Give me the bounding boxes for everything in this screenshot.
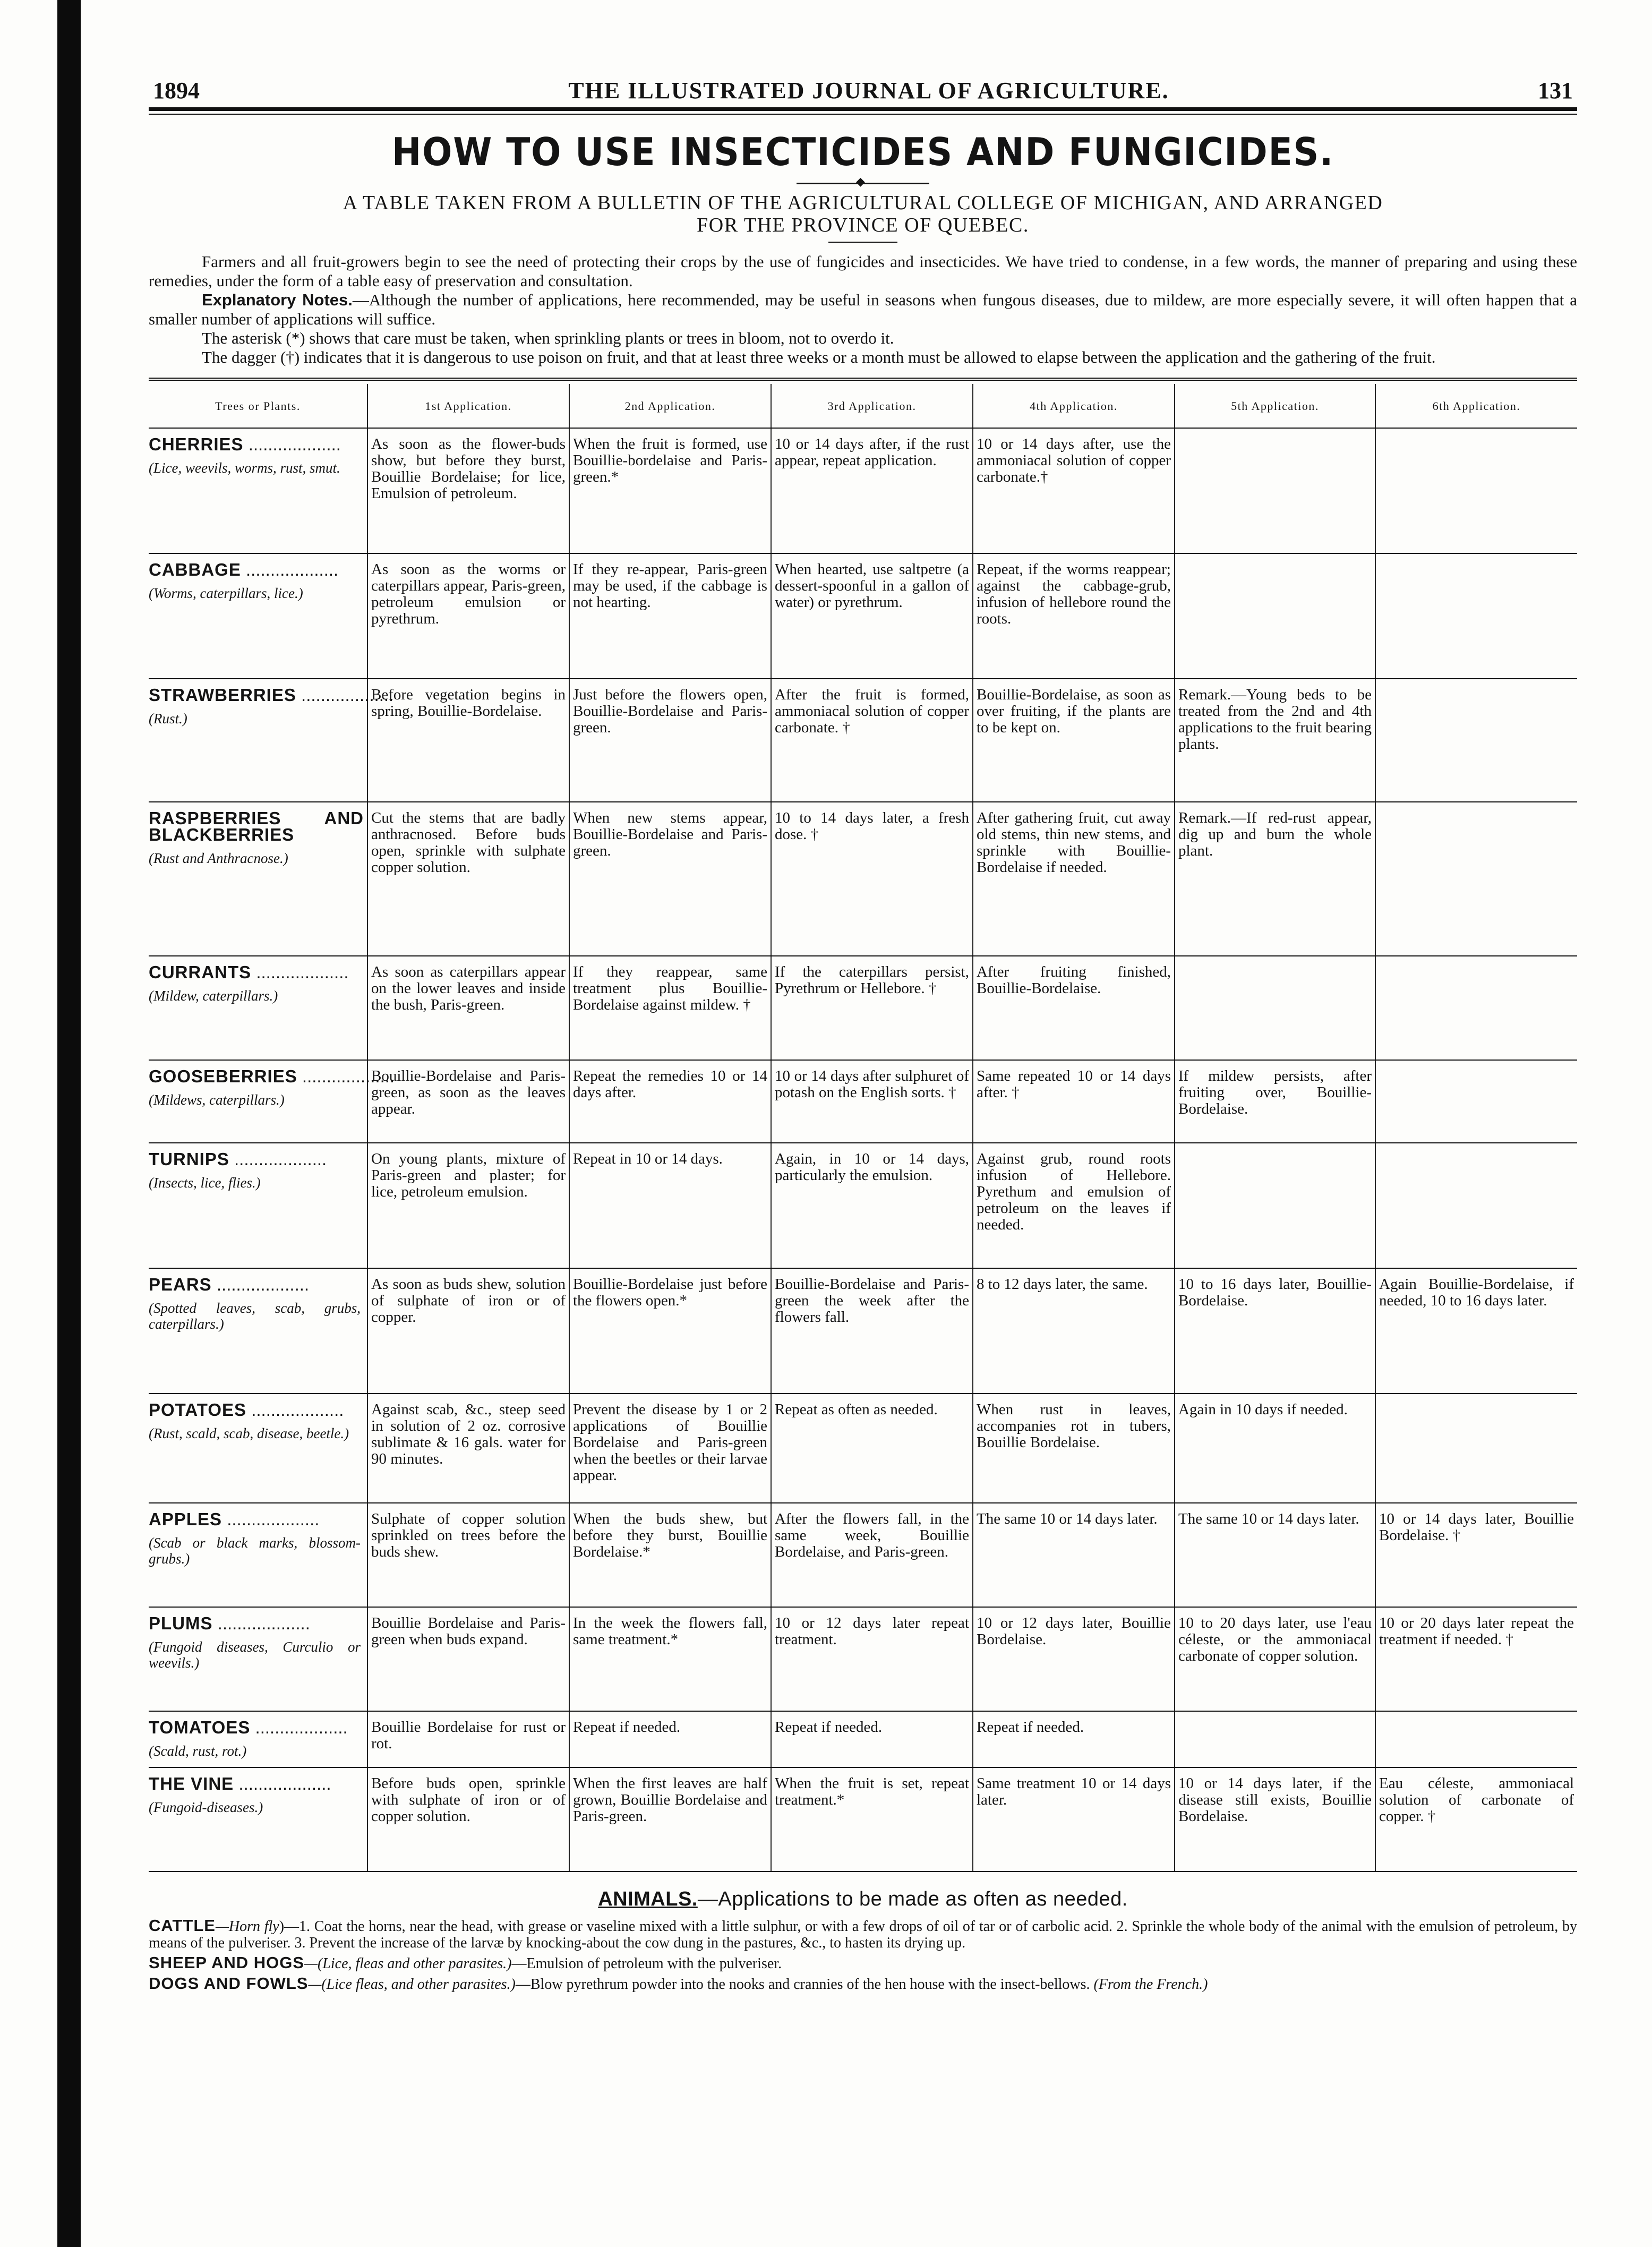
running-head bbox=[149, 77, 1577, 106]
application-cell: Again Bouillie-Bordelaise, if needed, 10 to 16 days later. bbox=[1375, 1268, 1577, 1394]
plant-cell bbox=[149, 1143, 367, 1268]
application-cell: When the buds shew, but before they burst, Bouillie Bordelaise.* bbox=[569, 1503, 771, 1607]
table-row bbox=[149, 956, 1577, 1060]
plant-name bbox=[149, 685, 394, 705]
plant-name-text: CABBAGE bbox=[149, 560, 241, 579]
applications-table-wrapper bbox=[149, 378, 1577, 1872]
application-cell: 10 or 14 days after, if the rust appear, repeat application. bbox=[771, 428, 973, 553]
application-cell: Bouillie-Bordelaise just before the flowers open.* bbox=[569, 1268, 771, 1394]
plant-pests: (Spotted leaves, scab, grubs, caterpillars.) bbox=[149, 1300, 361, 1332]
animal-cattle bbox=[149, 1917, 1577, 1951]
application-cell: Eau céleste, ammoniacal solution of carbonate of copper. † bbox=[1375, 1767, 1577, 1872]
plant-name bbox=[149, 1719, 364, 1736]
plant-pests: (Lice, weevils, worms, rust, smut. bbox=[149, 460, 340, 476]
application-cell: Repeat if needed. bbox=[569, 1711, 771, 1767]
application-cell: When new stems appear, Bouillie-Bordelaise and Paris-green. bbox=[569, 802, 771, 956]
application-cell bbox=[1375, 1143, 1577, 1268]
application-cell bbox=[1375, 553, 1577, 679]
application-cell: Against scab, &c., steep seed in solution of 2 oz. corrosive sublimate & 16 gals. water for 90 minutes. bbox=[367, 1394, 569, 1503]
application-cell bbox=[1375, 1060, 1577, 1143]
table-row bbox=[149, 1394, 1577, 1503]
plant-pests: (Worms, caterpillars, lice.) bbox=[149, 585, 303, 601]
application-cell: As soon as buds shew, solution of sulphate of iron or of copper. bbox=[367, 1268, 569, 1394]
table-row bbox=[149, 553, 1577, 679]
plant-cell bbox=[149, 802, 367, 956]
application-cell: Bouillie-Bordelaise, as soon as over fruiting, if the plants are to be kept on. bbox=[973, 679, 1175, 802]
animals-title-rest: —Applications to be made as often as needed. bbox=[697, 1888, 1128, 1910]
application-cell: Same treatment 10 or 14 days later. bbox=[973, 1767, 1175, 1872]
column-header: 1st Application. bbox=[367, 384, 569, 428]
animal-treatment: —Emulsion of petroleum with the pulveriser. bbox=[511, 1955, 782, 1972]
plant-cell bbox=[149, 679, 394, 802]
application-cell: When the first leaves are half grown, Bouillie Bordelaise and Paris-green. bbox=[569, 1767, 771, 1872]
page-number: 131 bbox=[1537, 78, 1573, 104]
explanatory-notes bbox=[149, 291, 1577, 329]
animal-dogs-fowls bbox=[149, 1975, 1577, 1993]
application-cell: After fruiting finished, Bouillie-Bordelaise. bbox=[973, 956, 1175, 1060]
application-cell: In the week the flowers fall, same treatment.* bbox=[569, 1607, 771, 1711]
source-note: (From the French.) bbox=[1093, 1976, 1208, 1993]
application-cell: After gathering fruit, cut away old stems, thin new stems, and sprinkle with Bouillie-Bordelaise if needed. bbox=[973, 802, 1175, 956]
animal-treatment: —Blow pyrethrum powder into the nooks and crannies of the hen house with the insect-bellows. bbox=[515, 1976, 1090, 1993]
table-row bbox=[149, 1767, 1577, 1872]
plant-name bbox=[149, 561, 364, 578]
table-header-row bbox=[149, 384, 1577, 428]
application-cell bbox=[1375, 428, 1577, 553]
table-row bbox=[149, 679, 1577, 802]
notes-label: Explanatory Notes. bbox=[202, 291, 353, 309]
application-cell: Bouillie Bordelaise and Paris-green when buds expand. bbox=[367, 1607, 569, 1711]
plant-cell bbox=[149, 1268, 367, 1394]
plant-cell bbox=[149, 1767, 367, 1872]
leader-dots: ................... bbox=[251, 962, 349, 982]
animal-pest: —(Lice fleas, and other parasites.) bbox=[308, 1976, 516, 1993]
application-cell: When the fruit is set, repeat treatment.* bbox=[771, 1767, 973, 1872]
table-row bbox=[149, 1060, 1577, 1143]
plant-name bbox=[149, 1066, 395, 1086]
header-rule-thin bbox=[149, 114, 1577, 115]
application-cell: If mildew persists, after fruiting over, Bouillie-Bordelaise. bbox=[1175, 1060, 1375, 1143]
application-cell: As soon as the worms or caterpillars appear, Paris-green, petroleum emulsion or pyrethrum. bbox=[367, 553, 569, 679]
dagger-note: The dagger (†) indicates that it is dangerous to use poison on fruit, and that at least three weeks or a month must be allowed to elapse between the application and the gathering of the fruit. bbox=[202, 348, 1436, 366]
application-cell: 10 or 14 days after sulphuret of potash on the English sorts. † bbox=[771, 1060, 973, 1143]
animal-pest: —(Lice, fleas and other parasites.) bbox=[304, 1955, 512, 1972]
plant-name bbox=[149, 436, 364, 452]
application-cell: 10 or 20 days later repeat the treatment if needed. † bbox=[1375, 1607, 1577, 1711]
animal-treatment: )—1. Coat the horns, near the head, with grease or vaseline mixed with a little sulphur, or with a few drops of oil of tar or of carbolic acid. 2. Sprinkle the whole body of the animal with the emulsion of petroleum, by means of the pulveriser. 3. Prevent the increase of the larvæ by knocking-about the cow dung in the pastures, &c., to hasten its drying up. bbox=[149, 1918, 1578, 1951]
table-row bbox=[149, 802, 1577, 956]
application-cell: Repeat in 10 or 14 days. bbox=[569, 1143, 771, 1268]
application-cell: Cut the stems that are badly anthracnosed. Before buds open, sprinkle with sulphate copper solution. bbox=[367, 802, 569, 956]
application-cell: Bouillie Bordelaise for rust or rot. bbox=[367, 1711, 569, 1767]
application-cell: When the fruit is formed, use Bouillie-bordelaise and Paris-green.* bbox=[569, 428, 771, 553]
plant-pests: (Scald, rust, rot.) bbox=[149, 1743, 247, 1759]
plant-cell bbox=[149, 1607, 367, 1711]
leader-dots: ................... bbox=[234, 1774, 331, 1793]
plant-name-text: POTATOES bbox=[149, 1400, 247, 1420]
application-cell: Repeat if needed. bbox=[771, 1711, 973, 1767]
leader-dots: ................... bbox=[229, 1149, 327, 1169]
plant-pests: (Mildews, caterpillars.) bbox=[149, 1092, 285, 1108]
year: 1894 bbox=[153, 78, 200, 104]
plant-cell bbox=[149, 553, 367, 679]
plant-pests: (Insects, lice, flies.) bbox=[149, 1175, 261, 1191]
plant-cell bbox=[149, 1394, 367, 1503]
leader-dots: ................... bbox=[241, 560, 339, 579]
leader-dots: ................... bbox=[297, 1066, 395, 1086]
application-cell bbox=[1175, 956, 1375, 1060]
intro-paragraph: Farmers and all fruit-growers begin to see the need of protecting their crops by the use of fungicides and insecticides. We have tried to condense, in a few words, the manner of preparing and using these remedies, under the form of a table easy of preservation and consultation. bbox=[149, 252, 1577, 290]
subtitle-line-2: FOR THE PROVINCE OF QUEBEC. bbox=[697, 214, 1029, 236]
plant-pests: (Fungoid-diseases.) bbox=[149, 1799, 263, 1815]
leader-dots: ................... bbox=[246, 1400, 344, 1420]
application-cell: The same 10 or 14 days later. bbox=[973, 1503, 1175, 1607]
plant-name bbox=[149, 1615, 364, 1631]
applications-table bbox=[149, 384, 1577, 1872]
article-title: HOW TO USE INSECTICIDES AND FUNGICIDES. bbox=[391, 130, 1334, 174]
plant-name bbox=[149, 1151, 364, 1167]
application-cell: 10 to 14 days later, a fresh dose. † bbox=[771, 802, 973, 956]
application-cell: 10 or 12 days later, Bouillie Bordelaise. bbox=[973, 1607, 1175, 1711]
application-cell: Before buds open, sprinkle with sulphate of iron or of copper solution. bbox=[367, 1767, 569, 1872]
application-cell: Remark.—Young beds to be treated from the 2nd and 4th applications to the fruit bearing plants. bbox=[1175, 679, 1375, 802]
application-cell: 10 or 14 days after, use the ammoniacal solution of copper carbonate.† bbox=[973, 428, 1175, 553]
leader-dots: ................... bbox=[250, 1718, 348, 1737]
application-cell: Bouillie-Bordelaise and Paris-green the week after the flowers fall. bbox=[771, 1268, 973, 1394]
plant-pests: (Rust.) bbox=[149, 711, 187, 727]
notes-text: —Although the number of applications, here recommended, may be useful in seasons when fungous diseases, due to mildew, are more especially severe, it will often happen that a smaller number of applications will suffice. bbox=[149, 291, 1577, 328]
application-cell: Repeat, if the worms reappear; against the cabbage-grub, infusion of hellebore round the roots. bbox=[973, 553, 1175, 679]
application-cell: If they reappear, same treatment plus Bouillie-Bordelaise against mildew. † bbox=[569, 956, 771, 1060]
table-row bbox=[149, 1503, 1577, 1607]
column-header: 4th Application. bbox=[973, 384, 1175, 428]
intro-text bbox=[149, 252, 1577, 367]
application-cell: Repeat the remedies 10 or 14 days after. bbox=[569, 1060, 771, 1143]
application-cell bbox=[1375, 1394, 1577, 1503]
leader-dots: ................... bbox=[212, 1613, 310, 1633]
article-subtitle bbox=[149, 192, 1577, 236]
application-cell: If they re-appear, Paris-green may be used, if the cabbage is not hearting. bbox=[569, 553, 771, 679]
plant-name-text: TOMATOES bbox=[149, 1718, 251, 1737]
plant-name bbox=[149, 1511, 364, 1527]
header-rule bbox=[149, 107, 1577, 111]
book-spine-shadow bbox=[57, 0, 81, 2247]
application-cell: Again, in 10 or 14 days, particularly the emulsion. bbox=[771, 1143, 973, 1268]
application-cell: Same repeated 10 or 14 days after. † bbox=[973, 1060, 1175, 1143]
application-cell bbox=[1175, 1143, 1375, 1268]
application-cell bbox=[1175, 428, 1375, 553]
animals-heading bbox=[149, 1888, 1577, 1911]
plant-pests: (Rust and Anthracnose.) bbox=[149, 850, 288, 866]
animal-name: CATTLE bbox=[149, 1916, 216, 1935]
application-cell bbox=[1175, 553, 1375, 679]
application-cell: As soon as caterpillars appear on the lower leaves and inside the bush, Paris-green. bbox=[367, 956, 569, 1060]
animal-name: SHEEP AND HOGS bbox=[149, 1953, 305, 1972]
table-body bbox=[149, 428, 1577, 1872]
plant-name-text: CHERRIES bbox=[149, 434, 244, 454]
plant-name-text: PEARS bbox=[149, 1275, 212, 1294]
animal-sheep-hogs bbox=[149, 1954, 1577, 1972]
plant-pests: (Mildew, caterpillars.) bbox=[149, 988, 278, 1004]
application-cell: When hearted, use saltpetre (a dessert-spoonful in a gallon of water) or pyrethrum. bbox=[771, 553, 973, 679]
leader-dots: ................... bbox=[243, 434, 341, 454]
plant-cell bbox=[149, 1711, 367, 1767]
application-cell: Repeat if needed. bbox=[973, 1711, 1175, 1767]
subtitle-rule bbox=[828, 242, 897, 243]
application-cell: 10 to 16 days later, Bouillie-Bordelaise. bbox=[1175, 1268, 1375, 1394]
plant-name bbox=[149, 1775, 364, 1792]
application-cell: On young plants, mixture of Paris-green and plaster; for lice, petroleum emulsion. bbox=[367, 1143, 569, 1268]
plant-name-text: GOOSEBERRIES bbox=[149, 1066, 297, 1086]
column-header: 2nd Application. bbox=[569, 384, 771, 428]
table-row bbox=[149, 1143, 1577, 1268]
plant-pests: (Scab or black marks, blossom-grubs.) bbox=[149, 1535, 361, 1567]
plant-name-text: PLUMS bbox=[149, 1613, 213, 1633]
application-cell: As soon as the flower-buds show, but before they burst, Bouillie Bordelaise; for lice, Emulsion of petroleum. bbox=[367, 428, 569, 553]
application-cell: 10 or 12 days later repeat treatment. bbox=[771, 1607, 973, 1711]
application-cell: Sulphate of copper solution sprinkled on trees before the buds shew. bbox=[367, 1503, 569, 1607]
application-cell: 8 to 12 days later, the same. bbox=[973, 1268, 1175, 1394]
application-cell bbox=[1375, 802, 1577, 956]
plant-name bbox=[149, 1402, 364, 1418]
asterisk-note: The asterisk (*) shows that care must be taken, when sprinkling plants or trees in bloom, not to overdo it. bbox=[202, 329, 894, 347]
plant-name-text: THE VINE bbox=[149, 1774, 234, 1793]
table-row bbox=[149, 1268, 1577, 1394]
application-cell: Just before the flowers open, Bouillie-Bordelaise and Paris-green. bbox=[569, 679, 771, 802]
leader-dots: ................... bbox=[296, 685, 394, 705]
animal-name: DOGS AND FOWLS bbox=[149, 1974, 309, 1993]
application-cell: Bouillie-Bordelaise and Paris-green, as soon as the leaves appear. bbox=[367, 1060, 569, 1143]
application-cell: Again in 10 days if needed. bbox=[1175, 1394, 1375, 1503]
application-cell: Repeat as often as needed. bbox=[771, 1394, 973, 1503]
application-cell bbox=[1175, 1711, 1375, 1767]
plant-cell bbox=[149, 1060, 395, 1143]
application-cell bbox=[1375, 956, 1577, 1060]
plant-name-text: TURNIPS bbox=[149, 1149, 229, 1169]
column-header: 5th Application. bbox=[1175, 384, 1375, 428]
plant-name bbox=[149, 810, 364, 843]
application-cell: When rust in leaves, accompanies rot in tubers, Bouillie Bordelaise. bbox=[973, 1394, 1175, 1503]
journal-title: THE ILLUSTRATED JOURNAL OF AGRICULTURE. bbox=[568, 78, 1169, 104]
application-cell: 10 or 14 days later, Bouillie Bordelaise. † bbox=[1375, 1503, 1577, 1607]
title-ornament-rule bbox=[797, 183, 929, 184]
application-cell: Remark.—If red-rust appear, dig up and burn the whole plant. bbox=[1175, 802, 1375, 956]
plant-name bbox=[149, 1276, 364, 1293]
column-header: 3rd Application. bbox=[771, 384, 973, 428]
application-cell bbox=[1375, 679, 1577, 802]
plant-cell bbox=[149, 956, 367, 1060]
application-cell: Against grub, round roots infusion of Hellebore. Pyrethum and emulsion of petroleum on the leaves if needed. bbox=[973, 1143, 1175, 1268]
plant-cell bbox=[149, 1503, 367, 1607]
animal-pest: —Horn fly bbox=[215, 1918, 279, 1935]
plant-name-text: APPLES bbox=[149, 1509, 222, 1529]
table-row bbox=[149, 1711, 1577, 1767]
table-row bbox=[149, 1607, 1577, 1711]
plant-name-text: RASPBERRIES AND BLACKBERRIES bbox=[149, 808, 364, 844]
application-cell: The same 10 or 14 days later. bbox=[1175, 1503, 1375, 1607]
application-cell: Before vegetation begins in spring, Bouillie-Bordelaise. bbox=[367, 679, 569, 802]
plant-pests: (Rust, scald, scab, disease, beetle.) bbox=[149, 1425, 349, 1441]
application-cell: After the flowers fall, in the same week, Bouillie Bordelaise, and Paris-green. bbox=[771, 1503, 973, 1607]
leader-dots: ................... bbox=[211, 1275, 310, 1294]
plant-pests: (Fungoid diseases, Curculio or weevils.) bbox=[149, 1639, 361, 1671]
plant-cell bbox=[149, 428, 367, 553]
journal-page bbox=[149, 77, 1577, 1993]
plant-name-text: STRAWBERRIES bbox=[149, 685, 296, 705]
application-cell bbox=[1375, 1711, 1577, 1767]
application-cell: 10 or 14 days later, if the disease still exists, Bouillie Bordelaise. bbox=[1175, 1767, 1375, 1872]
column-header: 6th Application. bbox=[1375, 384, 1577, 428]
leader-dots: ................... bbox=[222, 1509, 320, 1529]
application-cell: After the fruit is formed, ammoniacal solution of copper carbonate. † bbox=[771, 679, 973, 802]
animals-title: ANIMALS. bbox=[598, 1888, 698, 1910]
application-cell: Prevent the disease by 1 or 2 applications of Bouillie Bordelaise and Paris-green when the beetles or their larvae appear. bbox=[569, 1394, 771, 1503]
plant-name-text: CURRANTS bbox=[149, 962, 252, 982]
application-cell: 10 to 20 days later, use l'eau céleste, or the ammoniacal carbonate of copper solution. bbox=[1175, 1607, 1375, 1711]
table-row bbox=[149, 428, 1577, 553]
subtitle-line-1: A TABLE TAKEN FROM A BULLETIN OF THE AGRICULTURAL COLLEGE OF MICHIGAN, AND ARRANGED bbox=[343, 192, 1383, 214]
application-cell: If the caterpillars persist, Pyrethrum or Hellebore. † bbox=[771, 956, 973, 1060]
column-header: Trees or Plants. bbox=[149, 384, 367, 428]
plant-name bbox=[149, 964, 364, 980]
